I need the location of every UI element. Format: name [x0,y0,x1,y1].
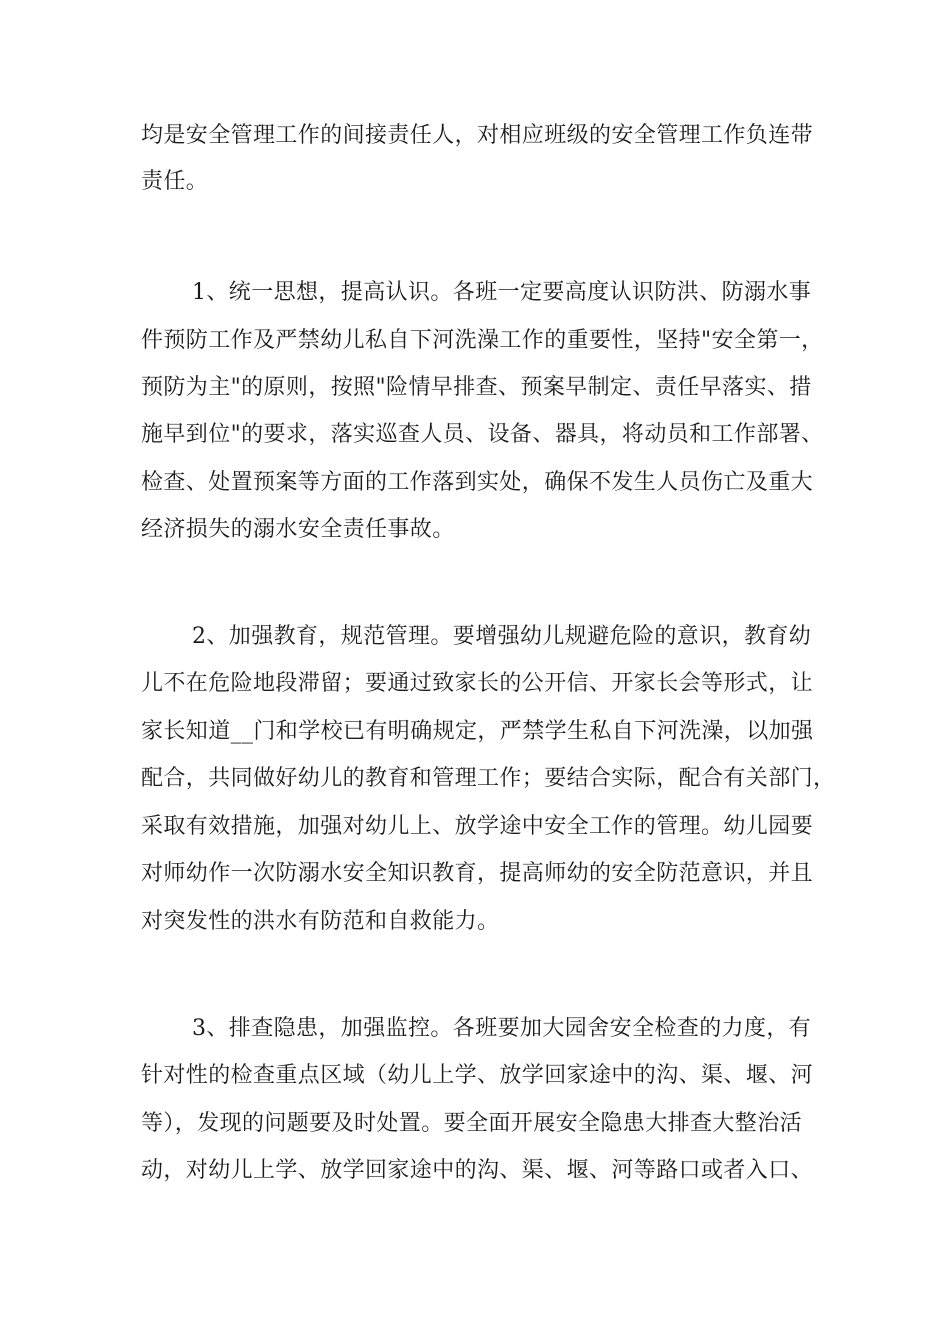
paragraph-line: 均是安全管理工作的间接责任人，对相应班级的安全管理工作负连带 [141,123,814,148]
paragraph-line: 家长知道__门和学校已有明确规定，严禁学生私自下河洗澡，以加强 [141,719,814,744]
paragraph-line: 对突发性的洪水有防范和自救能力。 [141,909,500,934]
paragraph-line: 3、排查隐患，加强监控。各班要加大园舍安全检查的力度，有 [192,1016,812,1041]
paragraph-line: 采取有效措施，加强对幼儿上、放学途中安全工作的管理。幼儿园要 [141,814,814,839]
paragraph-line: 施早到位"的要求，落实巡查人员、设备、器具，将动员和工作部署、 [141,422,824,447]
paragraph-line: 经济损失的溺水安全责任事故。 [141,517,455,542]
paragraph-line: 动，对幼儿上学、放学回家途中的沟、渠、堰、河等路口或者入口、 [141,1158,814,1183]
paragraph-line: 责任。 [141,169,209,194]
paragraph-line: 1、统一思想，提高认识。各班一定要高度认识防洪、防溺水事 [192,280,812,305]
paragraph-line: 儿不在危险地段滞留；要通过致家长的公开信、开家长会等形式，让 [141,671,814,696]
paragraph-line: 配合，共同做好幼儿的教育和管理工作；要结合实际，配合有关部门， [141,766,836,791]
paragraph-line: 预防为主"的原则，按照"险情早排查、预案早制定、责任早落实、措 [141,375,812,400]
paragraph-line: 件预防工作及严禁幼儿私自下河洗澡工作的重要性，坚持"安全第一， [141,328,824,353]
paragraph-line: 针对性的检查重点区域（幼儿上学、放学回家途中的沟、渠、堰、河 [141,1063,814,1088]
paragraph-line: 等），发现的问题要及时处置。要全面开展安全隐患大排查大整治活 [141,1111,803,1136]
paragraph-line: 检查、处置预案等方面的工作落到实处，确保不发生人员伤亡及重大 [141,470,814,495]
paragraph-line: 2、加强教育，规范管理。要增强幼儿规避危险的意识，教育幼 [192,624,812,649]
paragraph-line: 对师幼作一次防溺水安全知识教育，提高师幼的安全防范意识，并且 [141,861,814,886]
